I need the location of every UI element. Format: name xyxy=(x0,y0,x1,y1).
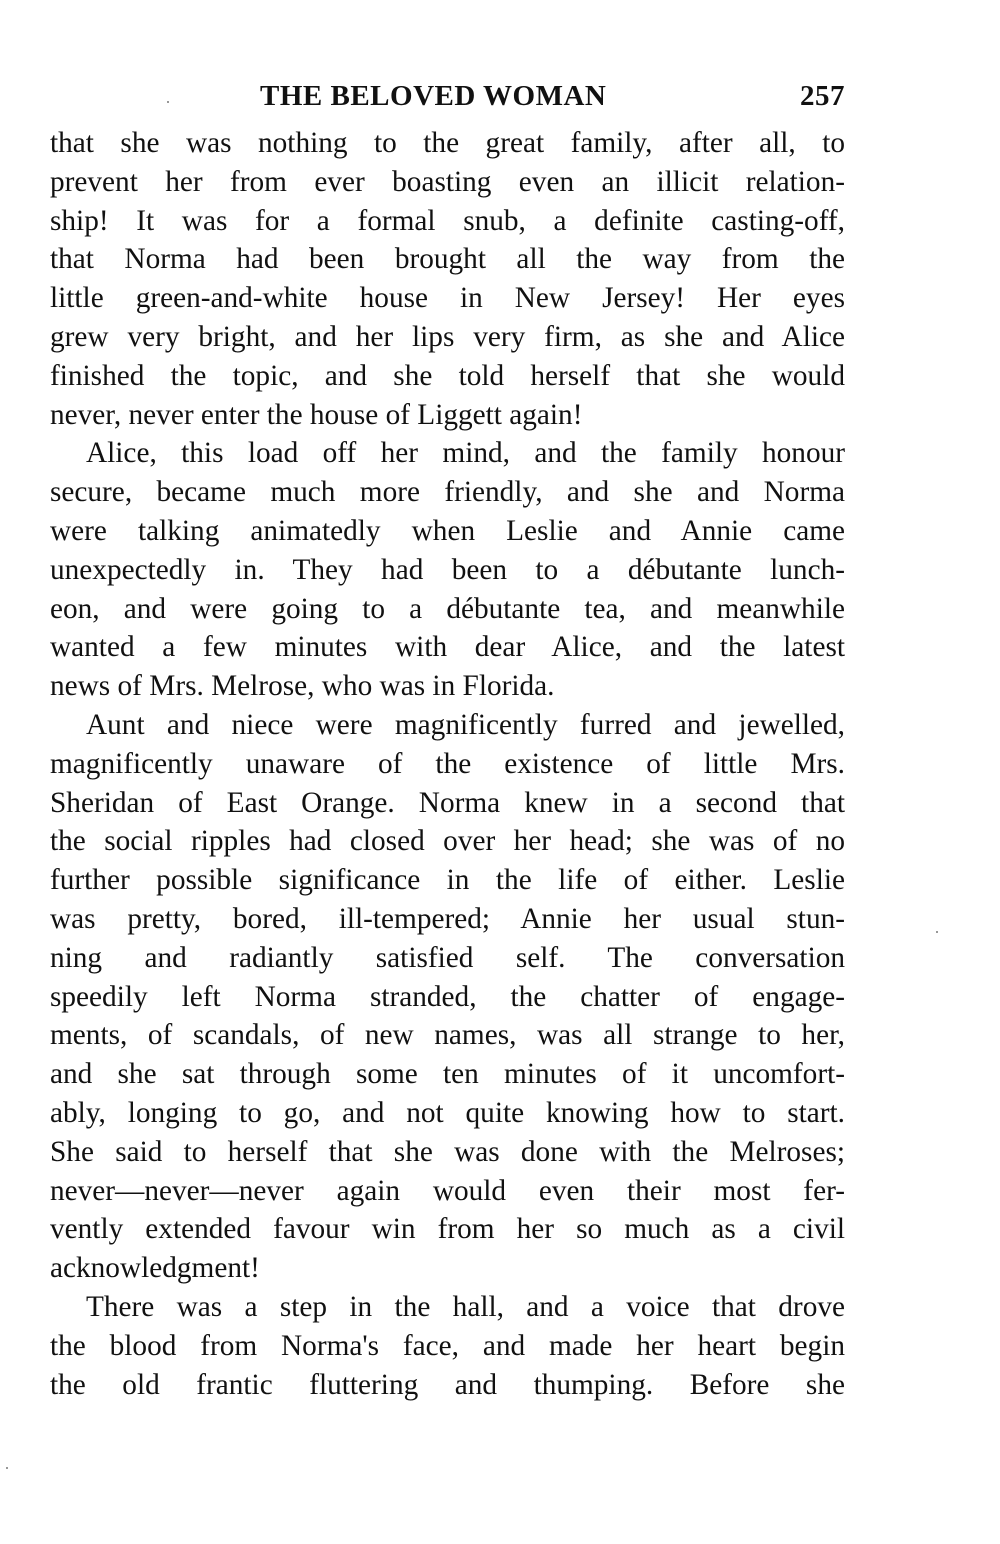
text-line: the social ripples had closed over her head; she was of no xyxy=(50,825,845,858)
text-line: secure, became much more friendly, and she and Norma xyxy=(50,476,845,509)
text-line: was pretty, bored, ill-tempered; Annie her usual stun- xyxy=(50,902,845,935)
text-line: She said to herself that she was done with the Melroses; xyxy=(50,1135,845,1168)
text-line: eon, and were going to a débutante tea, and meanwhile xyxy=(50,592,845,625)
paragraph xyxy=(50,1288,845,1404)
scan-speck xyxy=(936,931,938,933)
text-line: that she was nothing to the great family, after all, to xyxy=(50,127,845,159)
running-title: THE BELOVED WOMAN xyxy=(260,80,607,112)
text-line: were talking animatedly when Leslie and Annie came xyxy=(50,514,845,547)
text-line: that Norma had been brought all the way from the xyxy=(50,243,845,276)
paragraph xyxy=(50,124,845,434)
text-line: Aunt and niece were magnificently furred and jewelled, xyxy=(86,708,845,741)
text-line: Sheridan of East Orange. Norma knew in a second that xyxy=(50,786,845,819)
text-line: magnificently unaware of the existence of little Mrs. xyxy=(50,747,845,780)
text-line: ments, of scandals, of new names, was all strange to her, xyxy=(50,1019,845,1052)
text-line: vently extended favour win from her so much as a civil xyxy=(50,1213,845,1246)
text-line: news of Mrs. Melrose, who was in Florida. xyxy=(50,670,555,703)
text-line: Alice, this load off her mind, and the family honour xyxy=(86,437,845,470)
text-line: speedily left Norma stranded, the chatter of engage- xyxy=(50,980,845,1013)
page-number: 257 xyxy=(800,80,845,112)
scan-speck xyxy=(167,101,169,103)
text-line: finished the topic, and she told herself that she would xyxy=(50,359,845,392)
text-line: wanted a few minutes with dear Alice, and the latest xyxy=(50,631,845,664)
scan-speck xyxy=(6,1467,8,1469)
text-line: grew very bright, and her lips very firm, as she and Alice xyxy=(50,320,845,353)
text-line: never, never enter the house of Liggett again! xyxy=(50,398,583,431)
book-page xyxy=(50,80,845,1404)
body-text xyxy=(50,124,845,1404)
running-head xyxy=(50,80,845,124)
paragraph xyxy=(50,706,845,1288)
text-line: acknowledgment! xyxy=(50,1252,260,1285)
text-line: and she sat through some ten minutes of it uncomfort- xyxy=(50,1058,845,1091)
text-line: There was a step in the hall, and a voice that drove xyxy=(86,1290,845,1323)
text-line: ship! It was for a formal snub, a definite casting-off, xyxy=(50,204,845,237)
text-line: ning and radiantly satisfied self. The conversation xyxy=(50,941,845,974)
text-line: unexpectedly in. They had been to a débutante lunch- xyxy=(50,553,845,586)
text-line: little green-and-white house in New Jersey! Her eyes xyxy=(50,282,845,315)
text-line: ably, longing to go, and not quite knowing how to start. xyxy=(50,1096,845,1129)
text-line: the blood from Norma's face, and made her heart begin xyxy=(50,1329,845,1362)
text-line: further possible significance in the life of either. Leslie xyxy=(50,864,845,897)
text-line: prevent her from ever boasting even an illicit relation- xyxy=(50,165,845,198)
text-line: never—never—never again would even their most fer- xyxy=(50,1174,845,1207)
text-line: the old frantic fluttering and thumping. Before she xyxy=(50,1368,845,1401)
paragraph xyxy=(50,434,845,706)
